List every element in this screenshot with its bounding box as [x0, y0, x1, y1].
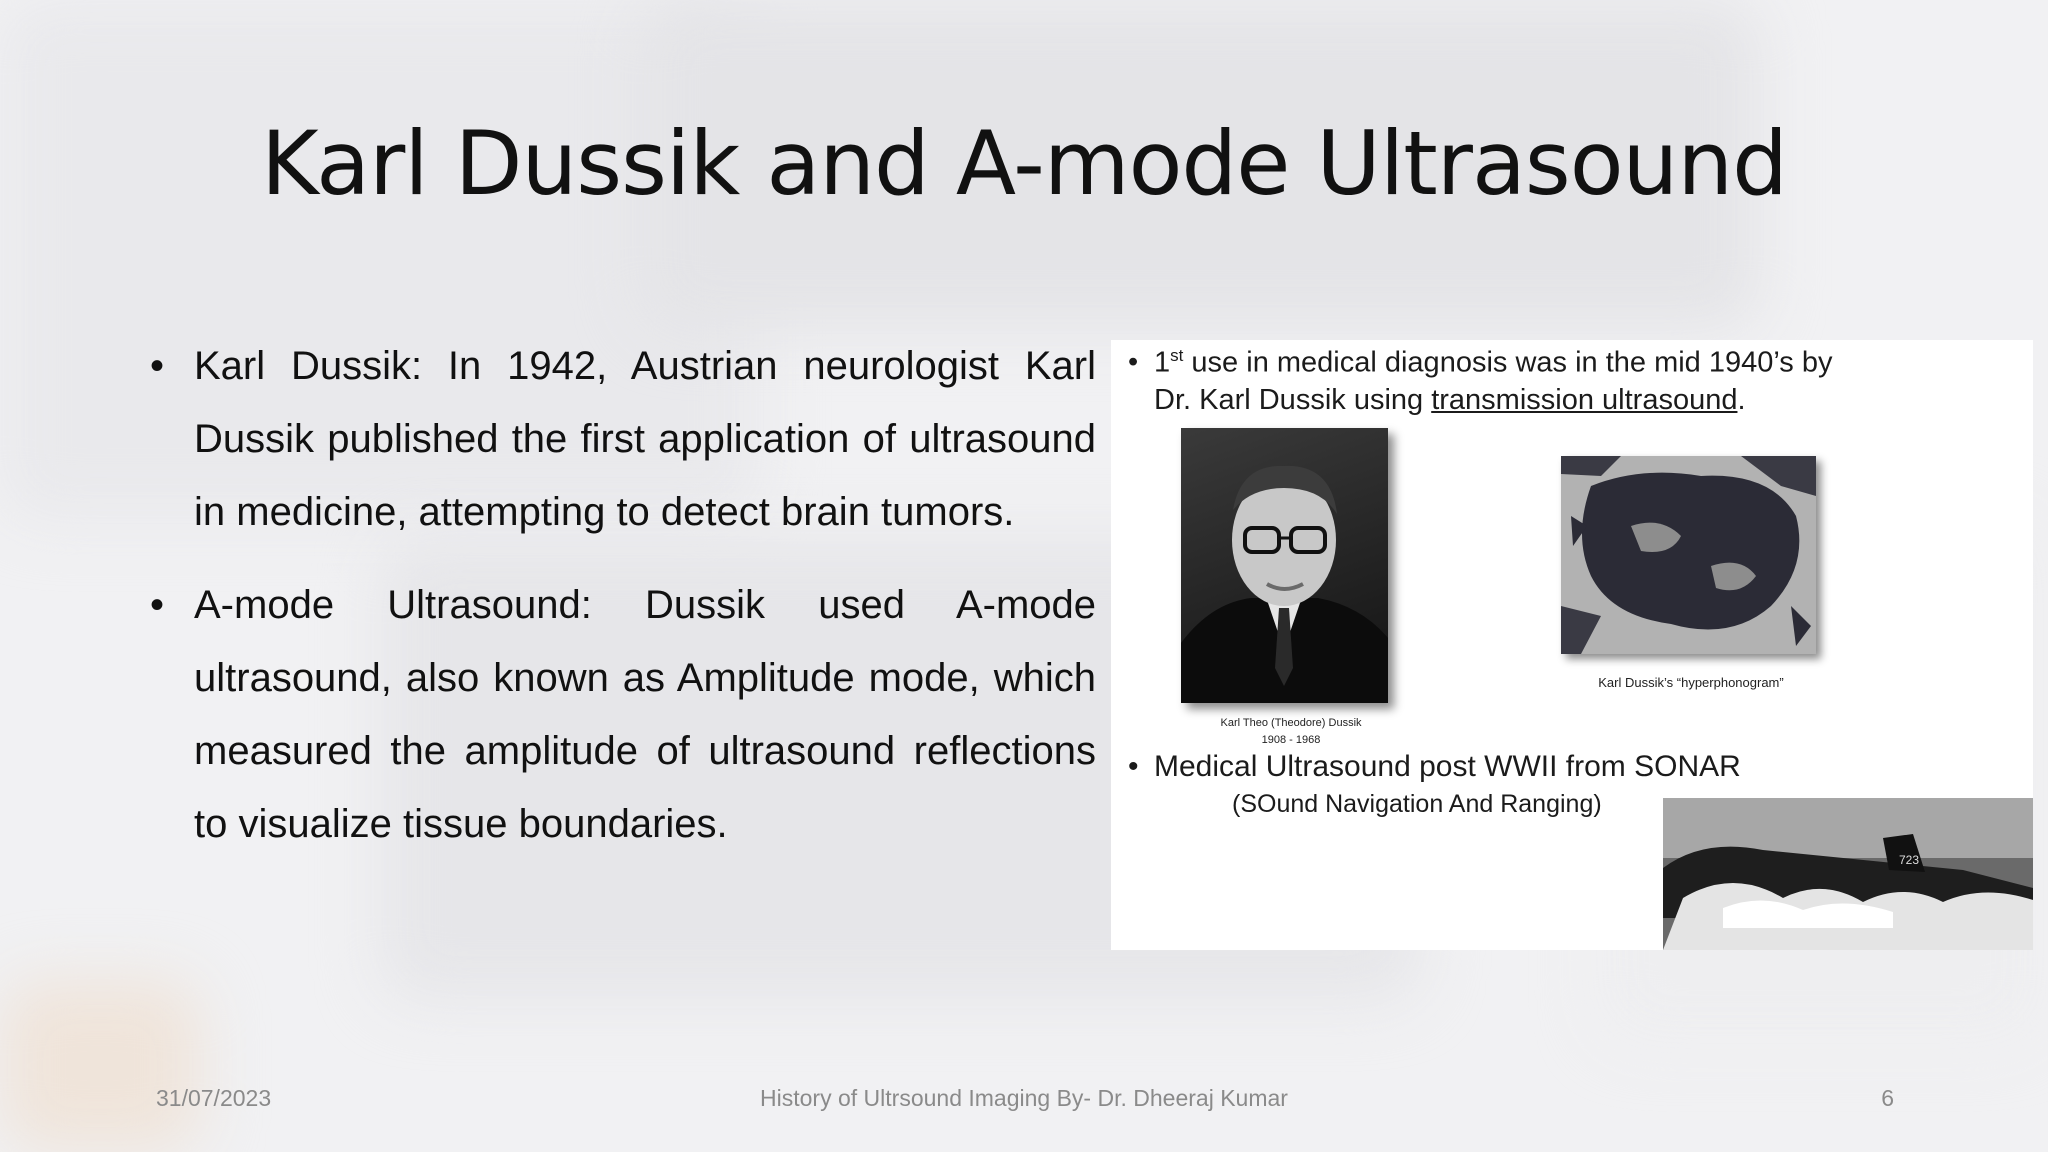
bullet-karl-dussik — [150, 330, 1096, 549]
submarine-photo — [1663, 798, 2033, 950]
transmission-ultrasound-text: transmission ultrasound — [1431, 384, 1738, 416]
hyperphonogram-caption: Karl Dussik’s “hyperphonogram” — [1598, 675, 1784, 690]
footer-title: History of Ultrsound Imaging By- Dr. Dheeraj Kumar — [760, 1085, 1288, 1111]
karl-dussik-portrait-photo — [1181, 428, 1388, 703]
bullet-list — [150, 330, 1096, 881]
bullet-marker: • — [1128, 750, 1139, 783]
portrait-years: 1908 - 1968 — [1261, 734, 1321, 746]
panel-point-first-use-line2: Dr. Karl Dussik using transmission ultrasound. — [1154, 384, 1746, 416]
historical-image-panel — [1111, 340, 2033, 950]
panel-point-first-use: • 1st use in medical diagnosis was in the mid 1940’s by — [1128, 346, 1833, 379]
sonar-acronym-expansion: (SOund Navigation And Ranging) — [1232, 790, 1602, 818]
bullet-text: A-mode Ultrasound: Dussik used A-mode ultrasound, also known as Amplitude mode, which measured the amplitude of ultrasound reflections to visualize tissue boundaries. — [194, 583, 1096, 846]
bullet-marker: • — [1128, 346, 1139, 378]
bullet-a-mode — [150, 569, 1096, 861]
submarine-hull-number: 723 — [1899, 853, 1920, 867]
panel-point-sonar: • Medical Ultrasound post WWII from SONAR — [1128, 750, 1741, 783]
portrait-caption: Karl Theo (Theodore) Dussik — [1220, 717, 1362, 729]
bullet-marker: • — [150, 344, 165, 388]
hyperphonogram-image — [1561, 456, 1816, 654]
bullet-marker: • — [150, 583, 165, 627]
bullet-text: Karl Dussik: In 1942, Austrian neurologist Karl Dussik published the first application of ultrasound in medicine, attempting to detect brain tumors. — [194, 344, 1096, 534]
slide-title: Karl Dussik and A-mode Ultrasound — [261, 112, 1787, 215]
footer-date: 31/07/2023 — [156, 1085, 272, 1111]
footer-page-number: 6 — [1881, 1085, 1894, 1111]
